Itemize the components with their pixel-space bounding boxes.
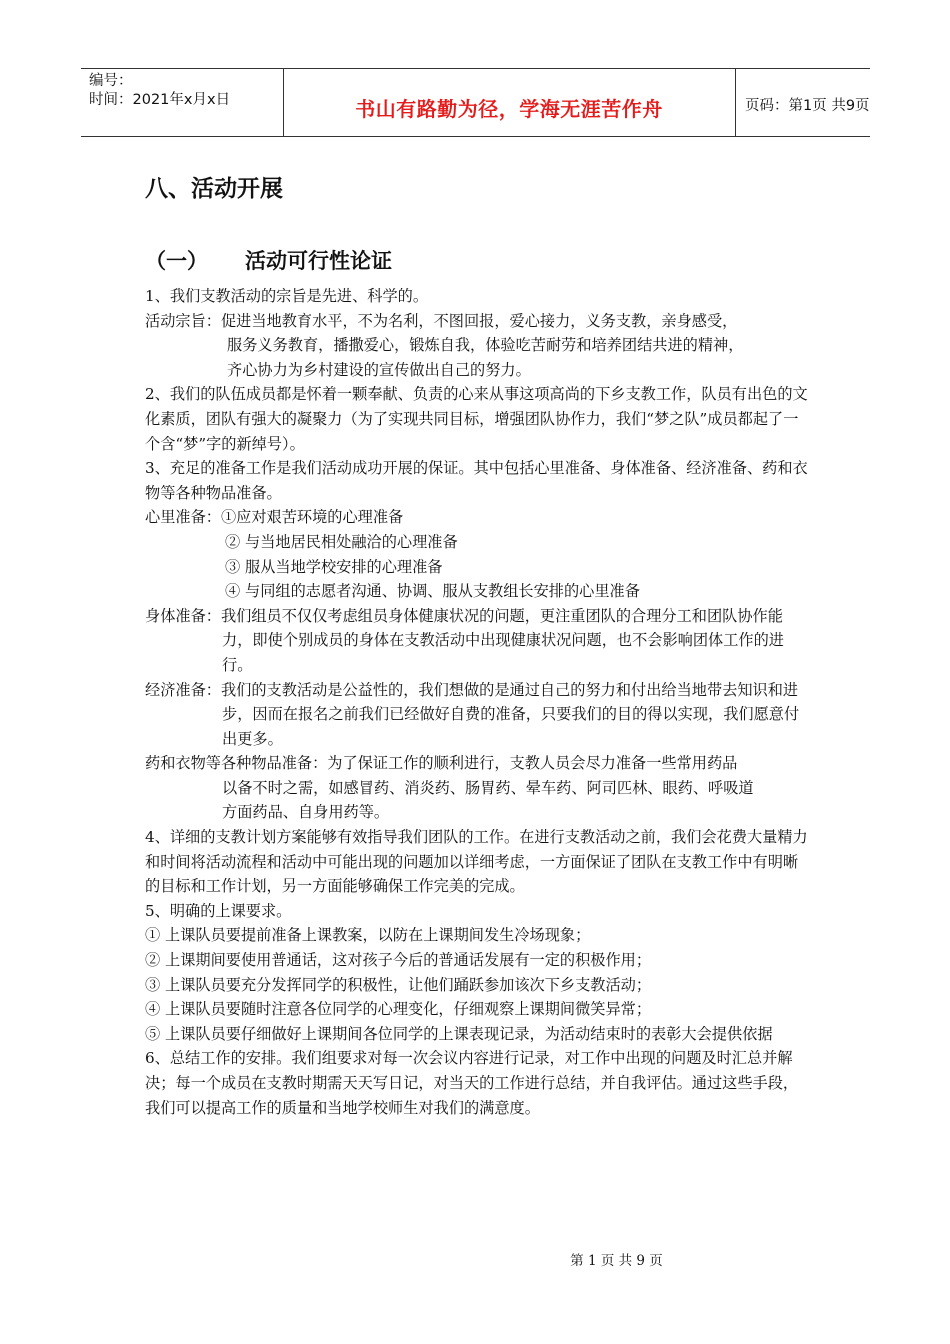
header-motto-cell xyxy=(283,69,736,136)
body-prep xyxy=(145,604,813,678)
purpose-line-2: 服务义务教育，播撒爱心，锻炼自我，体验吃苦耐劳和培养团结共进的精神， xyxy=(227,336,744,355)
date-label: 时间：2021年x月x日 xyxy=(89,92,231,108)
paragraph-3: 3、充足的准备工作是我们活动成功开展的保证。其中包括心里准备、身体准备、经济准备、药和衣物等各种物品准备。 xyxy=(145,459,808,502)
mental-item-3: ③ 服从当地学校安排的心理准备 xyxy=(225,557,443,576)
mental-item-2: ② 与当地居民相处融洽的心理准备 xyxy=(225,532,458,551)
med-prep-line-1: 药和衣物等各种物品准备：为了保证工作的顺利进行，支教人员会尽力准备一些常用药品 xyxy=(145,754,738,773)
mental-item-1: ①应对艰苦环境的心理准备 xyxy=(220,508,404,527)
paragraph-1: 1、我们支教活动的宗旨是先进、科学的。 xyxy=(145,287,429,305)
subsection-number: （一） xyxy=(145,249,208,273)
mental-item-4: ④ 与同组的志愿者沟通、协调、服从支教组长安排的心里准备 xyxy=(225,582,640,601)
motto: 书山有路勤为径，学海无涯苦作舟 xyxy=(355,97,663,121)
header-page-cell xyxy=(735,69,870,136)
number-label: 编号： xyxy=(89,73,133,89)
med-prep-line-3: 方面药品、自身用药等。 xyxy=(222,803,390,822)
med-prep-line-2: 以备不时之需，如感冒药、消炎药、肠胃药、晕车药、阿司匹林、眼药、呼吸道 xyxy=(222,778,754,797)
econ-prep xyxy=(145,678,813,752)
page-info: 页码：第1页 共9页 xyxy=(745,98,870,114)
paragraph-4: 4、详细的支教计划方案能够有效指导我们团队的工作。在进行支教活动之前，我们会花费大量精力和时间将活动流程和活动中可能出现的问题加以详细考虑，一方面保证了团队在支教工作中有明晰的目标和工作计划，另一方面能够确保工作完美的完成。 xyxy=(145,828,808,896)
purpose-line-1 xyxy=(145,309,813,334)
page-footer: 第 1 页 共 9 页 xyxy=(570,1253,663,1269)
purpose-line-3: 齐心协力为乡村建设的宣传做出自己的努力。 xyxy=(227,360,531,379)
subsection-text: 活动可行性论证 xyxy=(245,249,392,273)
econ-prep-text: 经济准备：我们的支教活动是公益性的，我们想做的是通过自己的努力和付出给当地带去知识和进步，因而在报名之前我们已经做好自费的准备，只要我们的目的得以实现，我们愿意付出更多。 xyxy=(145,680,800,748)
subsection-title xyxy=(145,245,392,275)
document-body xyxy=(145,284,813,1120)
purpose-text-1: 促进当地教育水平，不为名利，不图回报，爱心接力，义务支教，亲身感受， xyxy=(220,311,738,330)
purpose-label: 活动宗旨： xyxy=(145,311,221,330)
paragraph-2: 2、我们的队伍成员都是怀着一颗奉献、负责的心来从事这项高尚的下乡支教工作，队员有出色的文化素质，团队有强大的凝聚力（为了实现共同目标，增强团队协作力，我们“梦之队”成员都起了一个含“梦”字的新绰号）。 xyxy=(145,385,808,453)
requirement-5: ⑤ 上课队员要仔细做好上课期间各位同学的上课表现记录，为活动结束时的表彰大会提供依据 xyxy=(145,1024,773,1043)
requirement-4: ④ 上课队员要随时注意各位同学的心理变化，仔细观察上课期间微笑异常； xyxy=(145,1000,652,1019)
requirement-3: ③ 上课队员要充分发挥同学的积极性，让他们踊跃参加该次下乡支教活动； xyxy=(145,975,652,994)
mental-label: 心里准备： xyxy=(145,508,221,527)
requirement-2: ② 上课期间要使用普通话，这对孩子今后的普通话发展有一定的积极作用； xyxy=(145,951,652,970)
header-table xyxy=(81,68,870,137)
paragraph-6: 6、总结工作的安排。我们组要求对每一次会议内容进行记录，对工作中出现的问题及时汇总并解决；每一个成员在支教时期需天天写日记，对当天的工作进行总结，并自我评估。通过这些手段，我们可以提高工作的质量和当地学校师生对我们的满意度。 xyxy=(145,1049,799,1117)
body-prep-text: 身体准备：我们组员不仅仅考虑组员身体健康状况的问题，更注重团队的合理分工和团队协作能力，即使个别成员的身体在支教活动中出现健康状况问题，也不会影响团体工作的进行。 xyxy=(145,606,784,674)
header-info-cell xyxy=(81,69,284,136)
section-title: 八、活动开展 xyxy=(145,176,283,202)
mental-prep-line-1 xyxy=(145,505,813,530)
requirement-1: ① 上课队员要提前准备上课教案，以防在上课期间发生冷场现象； xyxy=(145,926,591,945)
paragraph-5: 5、明确的上课要求。 xyxy=(145,901,292,920)
